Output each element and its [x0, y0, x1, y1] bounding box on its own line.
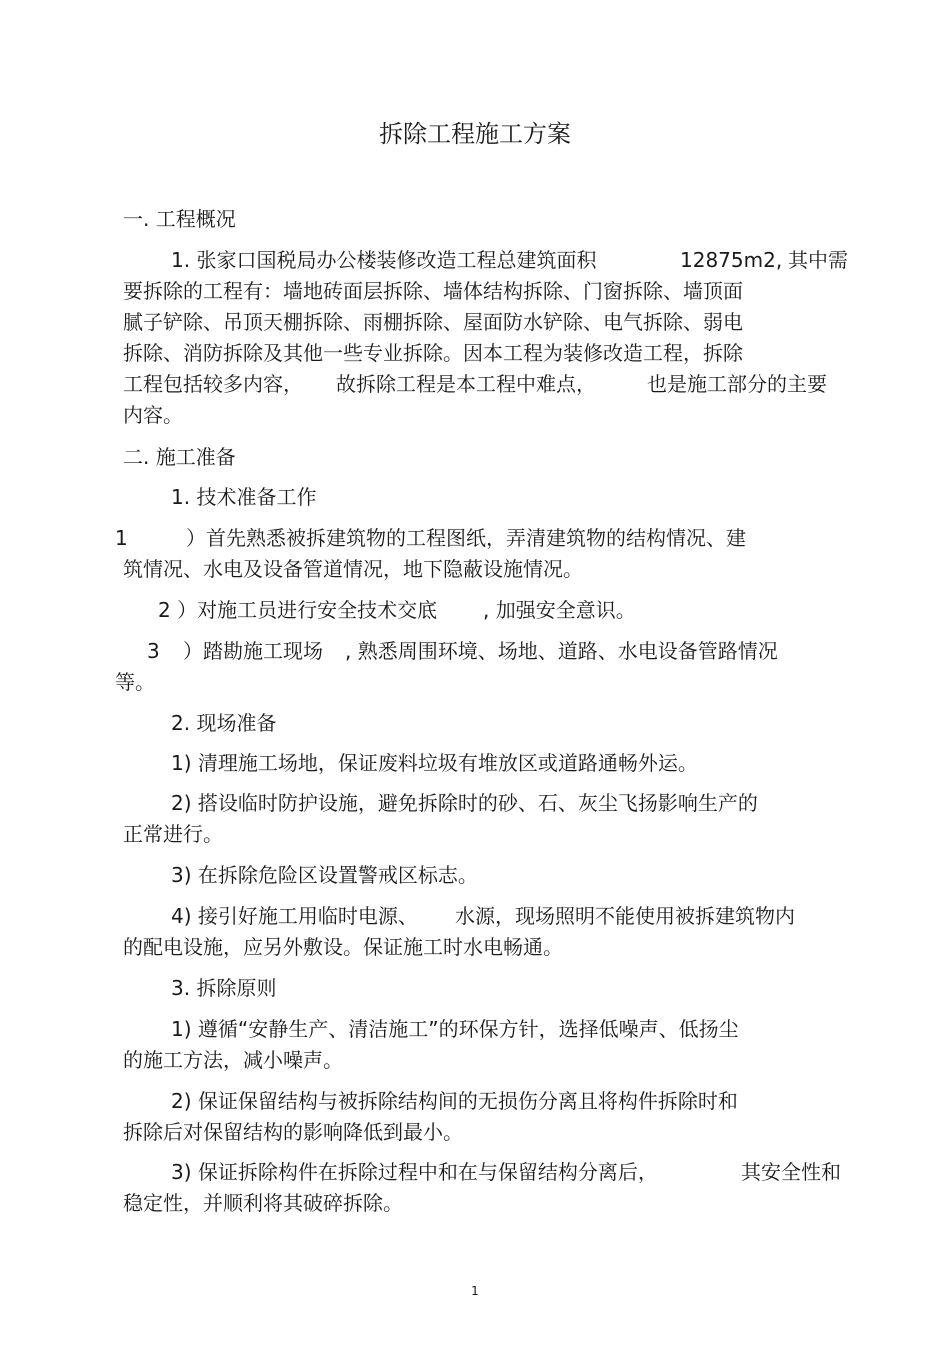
paragraph-line: 1) 清理施工场地，保证废料垃圾有堆放区或道路通畅外运。 — [171, 751, 698, 775]
paragraph-line: 1) 遵循“安静生产、清洁施工”的环保方针，选择低噪声、低扬尘 — [171, 1017, 739, 1041]
paragraph-line: ）首先熟悉被拆建筑物的工程图纸，弄清建筑物的结构情况、建 — [186, 526, 746, 550]
paragraph-line: 也是施工部分的主要 — [647, 372, 827, 396]
document-title: 拆除工程施工方案 — [379, 120, 571, 148]
paragraph-line: 其中需 — [788, 248, 848, 272]
paragraph-line: 拆除后对保留结构的影响降低到最小。 — [123, 1120, 463, 1144]
subsection-heading: 1. 技术准备工作 — [171, 485, 317, 509]
paragraph-line: 筑情况、水电及设备管道情况，地下隐蔽设施情况。 — [123, 557, 583, 581]
paragraph-line: 拆除、消防拆除及其他一些专业拆除。因本工程为装修改造工程，拆除 — [123, 341, 743, 365]
paragraph-line: 1. 张家口国税局办公楼装修改造工程总建筑面积 — [171, 248, 597, 272]
page-number: 1 — [471, 1284, 479, 1298]
paragraph-line: 12875m2, — [680, 248, 783, 272]
paragraph-line: 工程包括较多内容， — [123, 372, 303, 396]
section-heading: 二. 施工准备 — [123, 445, 236, 469]
paragraph-line: 要拆除的工程有：墙地砖面层拆除、墙体结构拆除、门窗拆除、墙顶面 — [123, 279, 743, 303]
paragraph-line: 腻子铲除、吊顶天棚拆除、雨棚拆除、屋面防水铲除、电气拆除、弱电 — [123, 310, 743, 334]
section-heading: 一. 工程概况 — [123, 207, 236, 231]
subsection-heading: 3. 拆除原则 — [171, 976, 277, 1000]
list-number: 3 — [147, 639, 160, 663]
paragraph-line: 2) 搭设临时防护设施，避免拆除时的砂、石、灰尘飞扬影响生产的 — [171, 791, 758, 815]
paragraph-line: , 熟悉周围环境、场地、道路、水电设备管路情况 — [345, 639, 778, 663]
paragraph-line: ）踏勘施工现场 — [183, 639, 323, 663]
paragraph-line: 3) 保证拆除构件在拆除过程中和在与保留结构分离后， — [171, 1160, 658, 1184]
paragraph-line: 的配电设施，应另外敷设。保证施工时水电畅通。 — [123, 935, 563, 959]
paragraph-line: 2) 保证保留结构与被拆除结构间的无损伤分离且将构件拆除时和 — [171, 1089, 738, 1113]
paragraph-line: , 加强安全意识。 — [483, 598, 636, 622]
paragraph-line: 3) 在拆除危险区设置警戒区标志。 — [171, 863, 478, 887]
paragraph-line: 其安全性和 — [741, 1160, 841, 1184]
paragraph-line: 2 ）对施工员进行安全技术交底 — [158, 598, 438, 622]
paragraph-line: 的施工方法，减小噪声。 — [123, 1048, 343, 1072]
paragraph-line: 水源，现场照明不能使用被拆建筑物内 — [455, 904, 795, 928]
paragraph-line: 内容。 — [123, 403, 183, 427]
paragraph-line: 稳定性，并顺利将其破碎拆除。 — [123, 1191, 403, 1215]
paragraph-line: 4) 接引好施工用临时电源、 — [171, 904, 418, 928]
paragraph-line: 故拆除工程是本工程中难点， — [336, 372, 596, 396]
paragraph-line: 正常进行。 — [123, 822, 223, 846]
list-number: 1 — [115, 526, 128, 550]
paragraph-line: 等。 — [115, 670, 155, 694]
subsection-heading: 2. 现场准备 — [171, 711, 277, 735]
